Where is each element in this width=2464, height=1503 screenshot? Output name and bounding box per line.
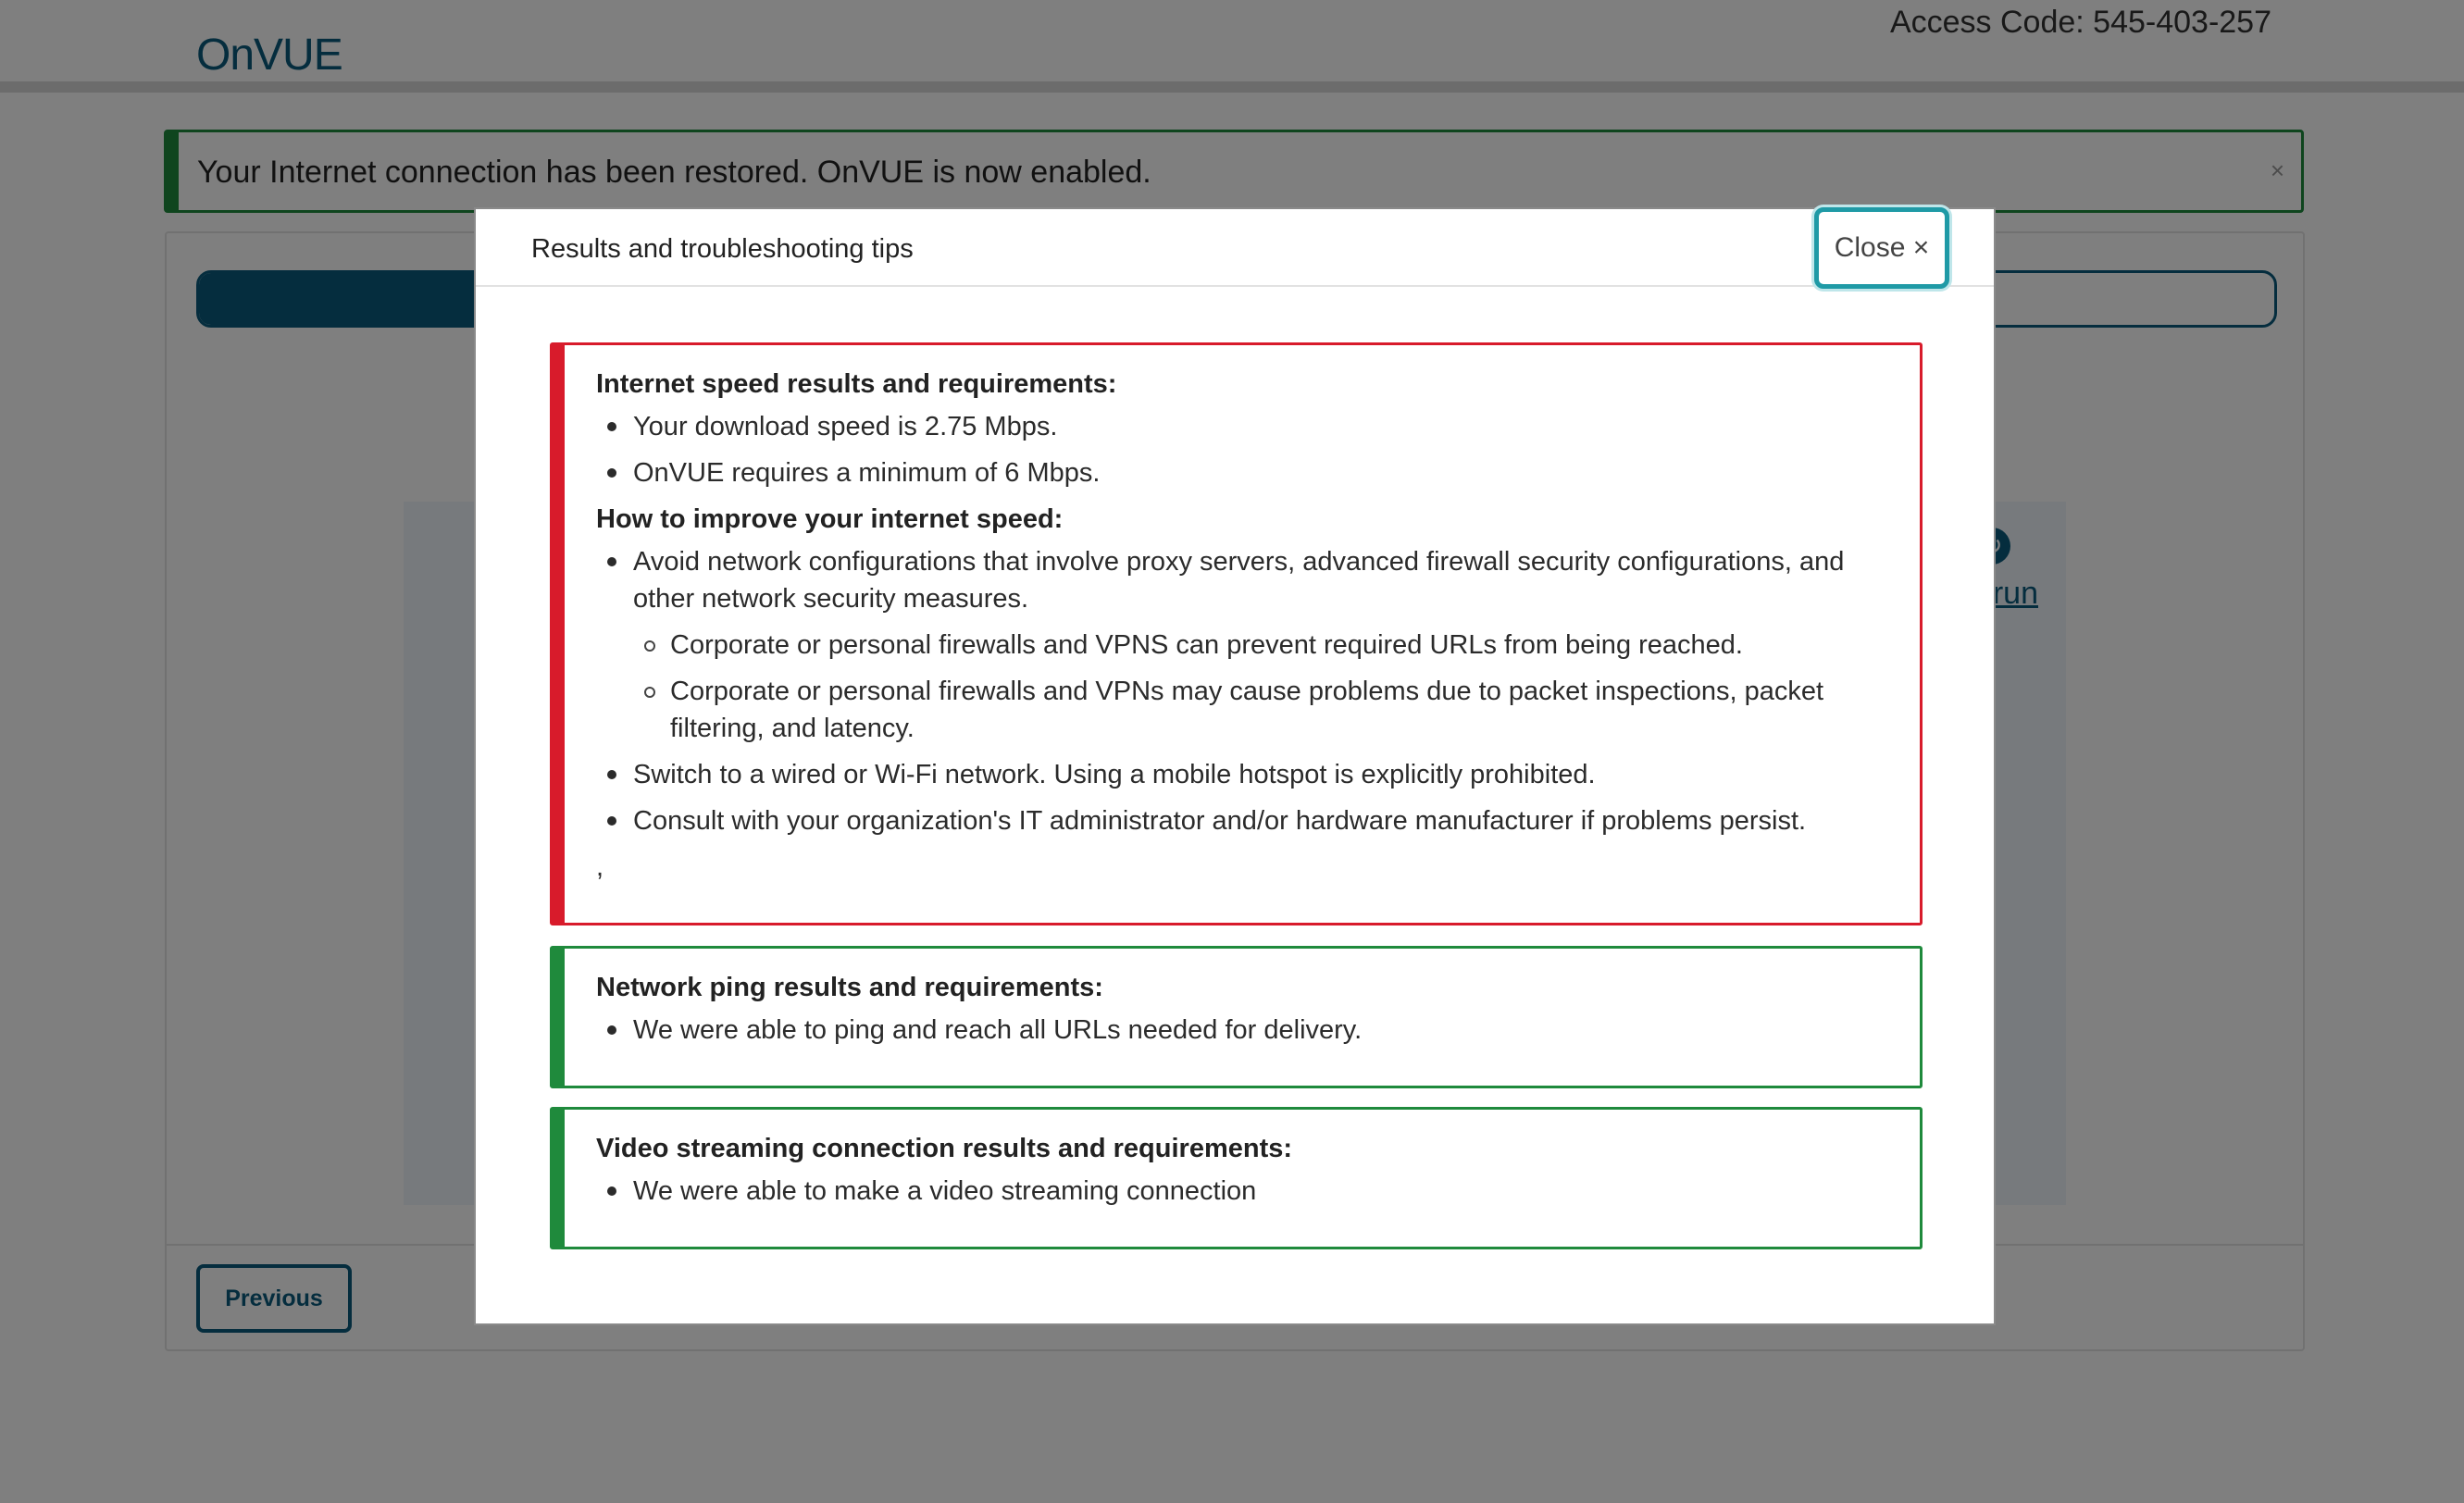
video-list [596,1173,1901,1210]
ping-heading: Network ping results and requirements: [596,973,1103,1002]
sub-list-item: Corporate or personal firewalls and VPNS can prevent required URLs from being reached. [596,627,1901,664]
list-item: We were able to make a video streaming connection [596,1173,1901,1210]
modal-title: Results and troubleshooting tips [531,234,914,264]
speed-list [596,408,1901,491]
ping-list [596,1012,1901,1049]
ping-result-box [550,946,1923,1088]
speed-heading: Internet speed results and requirements: [596,369,1117,399]
list-item: Switch to a wired or Wi-Fi network. Using a mobile hotspot is explicitly prohibited. [596,756,1901,793]
video-result-box [550,1107,1923,1249]
list-item: Your download speed is 2.75 Mbps. [596,408,1901,445]
results-modal [474,207,1996,1325]
trailing-note: , [596,852,604,882]
list-item: Consult with your organization's IT administrator and/or hardware manufacturer if problems persist. [596,802,1901,839]
close-button[interactable]: Close × [1814,207,1949,289]
list-item: We were able to ping and reach all URLs needed for delivery. [596,1012,1901,1049]
list-item: OnVUE requires a minimum of 6 Mbps. [596,454,1901,491]
sub-list-item: Corporate or personal firewalls and VPNs may cause problems due to packet inspections, packet filtering, and latency. [596,673,1901,747]
improve-heading: How to improve your internet speed: [596,504,1064,534]
list-item: Avoid network configurations that involve proxy servers, advanced firewall security configurations, and other network security measures. [596,543,1901,617]
modal-header [476,209,1994,287]
improve-list [596,543,1901,839]
speed-result-box [550,342,1923,925]
video-heading: Video streaming connection results and requirements: [596,1134,1293,1163]
